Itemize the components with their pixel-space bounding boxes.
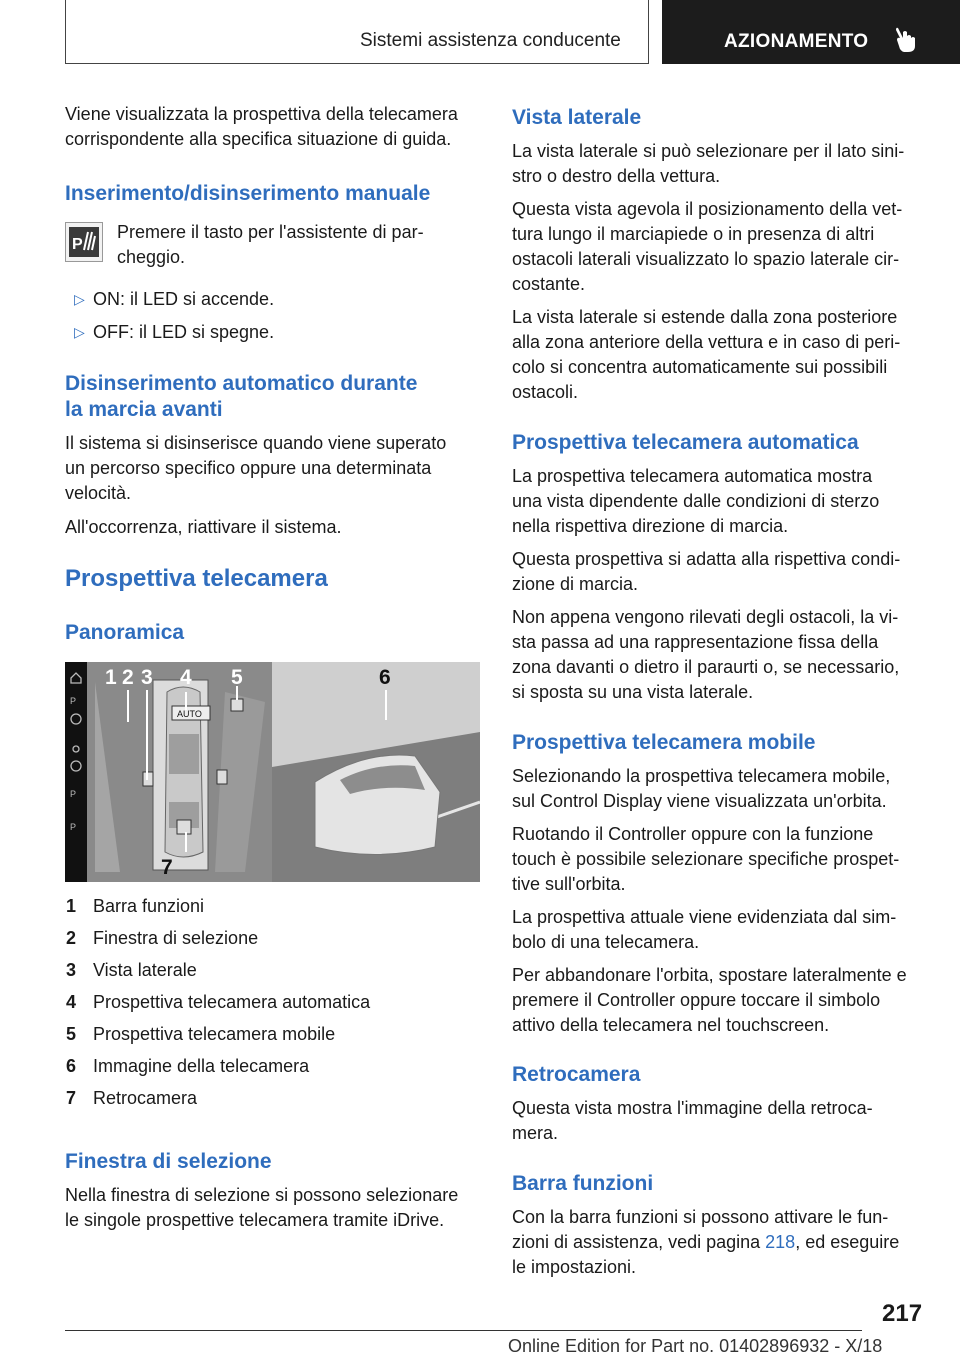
legend-number: 6 xyxy=(66,1056,77,1076)
legend-number: 7 xyxy=(66,1088,77,1108)
heading-finestra: Finestra di selezione xyxy=(65,1150,272,1173)
heading-panoramica: Panoramica xyxy=(65,621,185,644)
header-section-label: AZIONAMENTO xyxy=(724,31,869,52)
park-assist-button-icon xyxy=(65,222,103,262)
barra-2-post: , ed eseguire xyxy=(795,1232,900,1252)
bullet-triangle-icon: ▷ xyxy=(74,291,85,307)
mobile-4b: premere il Controller oppure toccare il simbolo xyxy=(512,990,881,1010)
barra-1: Con la barra funzioni si possono attivare le fun- xyxy=(512,1207,889,1227)
footer-rule xyxy=(65,1330,862,1331)
auto-2b: zione di marcia. xyxy=(512,574,639,594)
header-title: Sistemi assistenza conducente xyxy=(360,30,621,51)
legend-number: 1 xyxy=(66,896,77,916)
legend-number: 3 xyxy=(66,960,77,980)
heading-retro: Retrocamera xyxy=(512,1063,641,1086)
finestra-text-1: Nella finestra di selezione si possono selezionare xyxy=(65,1185,459,1205)
footer-edition: Online Edition for Part no. 01402896932 - X/18 xyxy=(508,1336,883,1356)
svg-text:P: P xyxy=(72,236,83,253)
legend-text: Prospettiva telecamera automatica xyxy=(93,992,371,1012)
hand-pointer-icon xyxy=(892,24,922,54)
laterale-1a: La vista laterale si può selezionare per il lato sini- xyxy=(512,141,905,161)
mobile-3b: bolo di una telecamera. xyxy=(512,932,700,952)
page-number: 217 xyxy=(882,1300,923,1327)
heading-auto-camera: Prospettiva telecamera automatica xyxy=(512,431,859,454)
figure-label-4: 4 xyxy=(180,666,192,689)
bullet-triangle-icon: ▷ xyxy=(74,324,85,340)
legend-text: Retrocamera xyxy=(93,1088,198,1108)
auto-text-4: All'occorrenza, riattivare il sistema. xyxy=(65,517,342,537)
legend-text: Barra funzioni xyxy=(93,896,205,916)
figure-label-3: 3 xyxy=(141,666,153,689)
auto-2a: Questa prospettiva si adatta alla rispettiva condi- xyxy=(512,549,901,569)
auto-1c: nella rispettiva direzione di marcia. xyxy=(512,516,789,536)
svg-text:P: P xyxy=(70,822,77,832)
figure-label-5: 5 xyxy=(231,666,243,689)
laterale-1b: stro o destro della vettura. xyxy=(512,166,721,186)
laterale-3d: ostacoli. xyxy=(512,382,579,402)
legend-number: 5 xyxy=(66,1024,77,1044)
mobile-4a: Per abbandonare l'orbita, spostare lateralmente e xyxy=(512,965,907,985)
mobile-3a: La prospettiva attuale viene evidenziata dal sim- xyxy=(512,907,897,927)
laterale-2d: costante. xyxy=(512,274,586,294)
heading-auto-off-2: la marcia avanti xyxy=(65,398,223,421)
camera-views-figure xyxy=(65,662,480,882)
heading-manual: Inserimento/disinserimento manuale xyxy=(65,182,431,205)
heading-laterale: Vista laterale xyxy=(512,106,642,129)
legend-text: Vista laterale xyxy=(93,960,197,980)
legend-text: Immagine della telecamera xyxy=(93,1056,310,1076)
svg-text:P: P xyxy=(70,696,77,706)
auto-3a: Non appena vengono rilevati degli ostacoli, la vi- xyxy=(512,607,899,627)
laterale-2c: ostacoli laterali visualizzato lo spazio laterale cir- xyxy=(512,249,900,269)
laterale-3b: alla zona anteriore della vettura e in caso di peri- xyxy=(512,332,901,352)
intro-line-1: Viene visualizzata la prospettiva della telecamera xyxy=(65,104,458,124)
bullet-off: OFF: il LED si spegne. xyxy=(93,322,275,342)
manual-text-1: Premere il tasto per l'assistente di par- xyxy=(117,222,424,242)
intro-line-2: corrispondente alla specifica situazione di guida. xyxy=(65,129,452,149)
barra-2 xyxy=(512,1230,899,1255)
figure-label-1: 1 xyxy=(105,666,117,689)
heading-prospettiva: Prospettiva telecamera xyxy=(65,565,328,592)
figure-auto-label: AUTO xyxy=(177,709,202,719)
laterale-2a: Questa vista agevola il posizionamento della vet- xyxy=(512,199,903,219)
auto-text-1: Il sistema si disinserisce quando viene superato xyxy=(65,433,447,453)
mobile-4c: attivo della telecamera nel touchscreen. xyxy=(512,1015,830,1035)
heading-auto-off-1: Disinserimento automatico durante xyxy=(65,372,418,395)
mobile-1a: Selezionando la prospettiva telecamera mobile, xyxy=(512,766,891,786)
auto-text-2: un percorso specifico oppure una determinata xyxy=(65,458,432,478)
laterale-3c: colo si concentra automaticamente sui possibili xyxy=(512,357,888,377)
legend-text: Finestra di selezione xyxy=(93,928,259,948)
laterale-3a: La vista laterale si estende dalla zona posteriore xyxy=(512,307,898,327)
mobile-2c: tive sull'orbita. xyxy=(512,874,626,894)
legend-number: 4 xyxy=(66,992,77,1012)
figure-label-7: 7 xyxy=(161,856,173,879)
svg-text:P: P xyxy=(70,789,77,799)
legend-number: 2 xyxy=(66,928,77,948)
legend-text: Prospettiva telecamera mobile xyxy=(93,1024,336,1044)
manual-text-2: cheggio. xyxy=(117,247,186,267)
barra-2-pre: zioni di assistenza, vedi pagina xyxy=(512,1232,766,1252)
heading-mobile: Prospettiva telecamera mobile xyxy=(512,731,816,754)
auto-3c: zona davanti o dietro il paraurti o, se necessario, xyxy=(512,657,900,677)
auto-3b: sta passa ad una rappresentazione fissa della xyxy=(512,632,879,652)
auto-text-3: velocità. xyxy=(65,483,132,503)
page-link-218[interactable]: 218 xyxy=(765,1232,796,1252)
laterale-2b: tura lungo il marciapiede o in presenza di altri xyxy=(512,224,875,244)
auto-3d: si sposta su una vista laterale. xyxy=(512,682,754,702)
finestra-text-2: le singole prospettive telecamera tramite iDrive. xyxy=(65,1210,445,1230)
mobile-2b: touch è possibile selezionare specifiche prospet- xyxy=(512,849,900,869)
barra-3: le impostazioni. xyxy=(512,1257,637,1277)
retro-b: mera. xyxy=(512,1123,559,1143)
figure-label-2: 2 xyxy=(122,666,134,689)
mobile-2a: Ruotando il Controller oppure con la funzione xyxy=(512,824,874,844)
retro-a: Questa vista mostra l'immagine della retroca- xyxy=(512,1098,873,1118)
mobile-1b: sul Control Display viene visualizzata un'orbita. xyxy=(512,791,887,811)
bullet-on: ON: il LED si accende. xyxy=(93,289,275,309)
auto-1b: una vista dipendente dalle condizioni di sterzo xyxy=(512,491,880,511)
figure-label-6: 6 xyxy=(379,666,391,689)
auto-1a: La prospettiva telecamera automatica mostra xyxy=(512,466,873,486)
heading-barra: Barra funzioni xyxy=(512,1172,654,1195)
